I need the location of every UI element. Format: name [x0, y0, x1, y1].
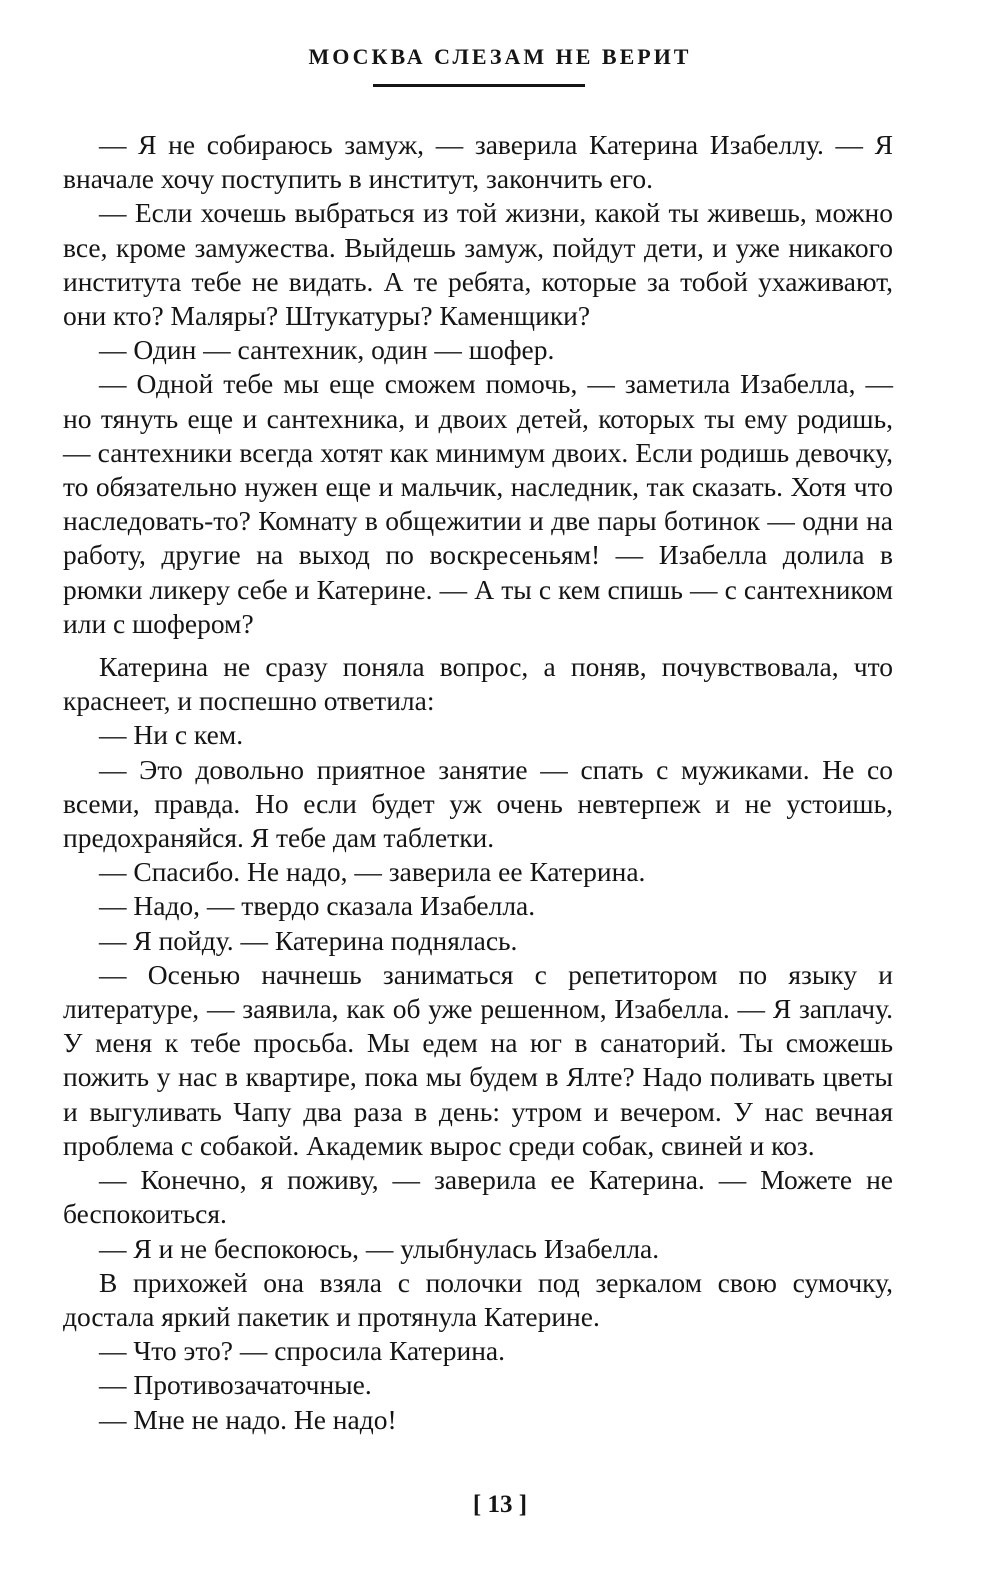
- paragraph: — Конечно, я поживу, — заверила ее Катерина. — Можете не беспокоиться.: [63, 1164, 893, 1230]
- paragraph: — Спасибо. Не надо, — заверила ее Катерина.: [99, 856, 646, 888]
- paragraph: — Мне не надо. Не надо!: [99, 1403, 397, 1435]
- paragraph: — Противозачаточные.: [99, 1369, 372, 1401]
- page-body: [63, 128, 893, 1437]
- page-number: [ 13 ]: [472, 1491, 528, 1518]
- paragraph: Катерина не сразу поняла вопрос, а поняв, почувствовала, что краснеет, и поспешно ответила:: [63, 651, 893, 717]
- paragraph: — Одной тебе мы еще сможем помочь, — заметила Изабелла, — но тянуть еще и сантехника, и двоих детей, которых ты ему родишь, — сантехники всегда хотят как минимум двоих. Если родишь девочку, то обязательно нужен еще и мальчик, наследник, так сказать. Хотя что наследовать-то? Комнату в общежитии и две пары ботинок — одни на работу, другие на выход по воскресеньям! — Изабелла долила в рюмки ликеру себе и Катерине. — А ты с кем спишь — с сантехником или с шофером?: [63, 368, 893, 639]
- header-rule: [373, 84, 585, 87]
- running-title: МОСКВА СЛЕЗАМ НЕ ВЕРИТ: [308, 44, 692, 69]
- paragraph: — Я и не беспокоюсь, — улыбнулась Изабелла.: [99, 1232, 660, 1264]
- paragraph: В прихожей она взяла с полочки под зеркалом свою сумочку, достала яркий пакетик и протянула Катерине.: [63, 1266, 893, 1332]
- paragraph: — Я не собираюсь замуж, — заверила Катерина Изабеллу. — Я вначале хочу поступить в институт, закончить его.: [63, 129, 893, 195]
- paragraph: — Один — сантехник, один — шофер.: [99, 334, 555, 366]
- paragraph: — Что это? — спросила Катерина.: [99, 1335, 505, 1367]
- paragraph: — Ни с кем.: [99, 719, 244, 751]
- paragraph: — Я пойду. — Катерина поднялась.: [99, 924, 518, 956]
- paragraph: — Осенью начнешь заниматься с репетитором по языку и литературе, — заявила, как об уже решенном, Изабелла. — Я заплачу. У меня к тебе просьба. Мы едем на юг в санаторий. Ты сможешь пожить у нас в квартире, пока мы будем в Ялте? Надо поливать цветы и выгуливать Чапу два раза в день: утром и вечером. У нас вечная проблема с собакой. Академик вырос среди собак, свиней и коз.: [63, 958, 893, 1161]
- paragraph: — Это довольно приятное занятие — спать с мужиками. Не со всеми, правда. Но если будет уж очень невтерпеж и не устоишь, предохраняйся. Я тебе дам таблетки.: [63, 753, 893, 854]
- paragraph: — Надо, — твердо сказала Изабелла.: [99, 890, 536, 922]
- paragraph: — Если хочешь выбраться из той жизни, какой ты живешь, можно все, кроме замужества. Выйдешь замуж, пойдут дети, и уже никакого института тебе не видать. А те ребята, которые за тобой ухаживают, они кто? Маляры? Штукатуры? Каменщики?: [63, 197, 893, 332]
